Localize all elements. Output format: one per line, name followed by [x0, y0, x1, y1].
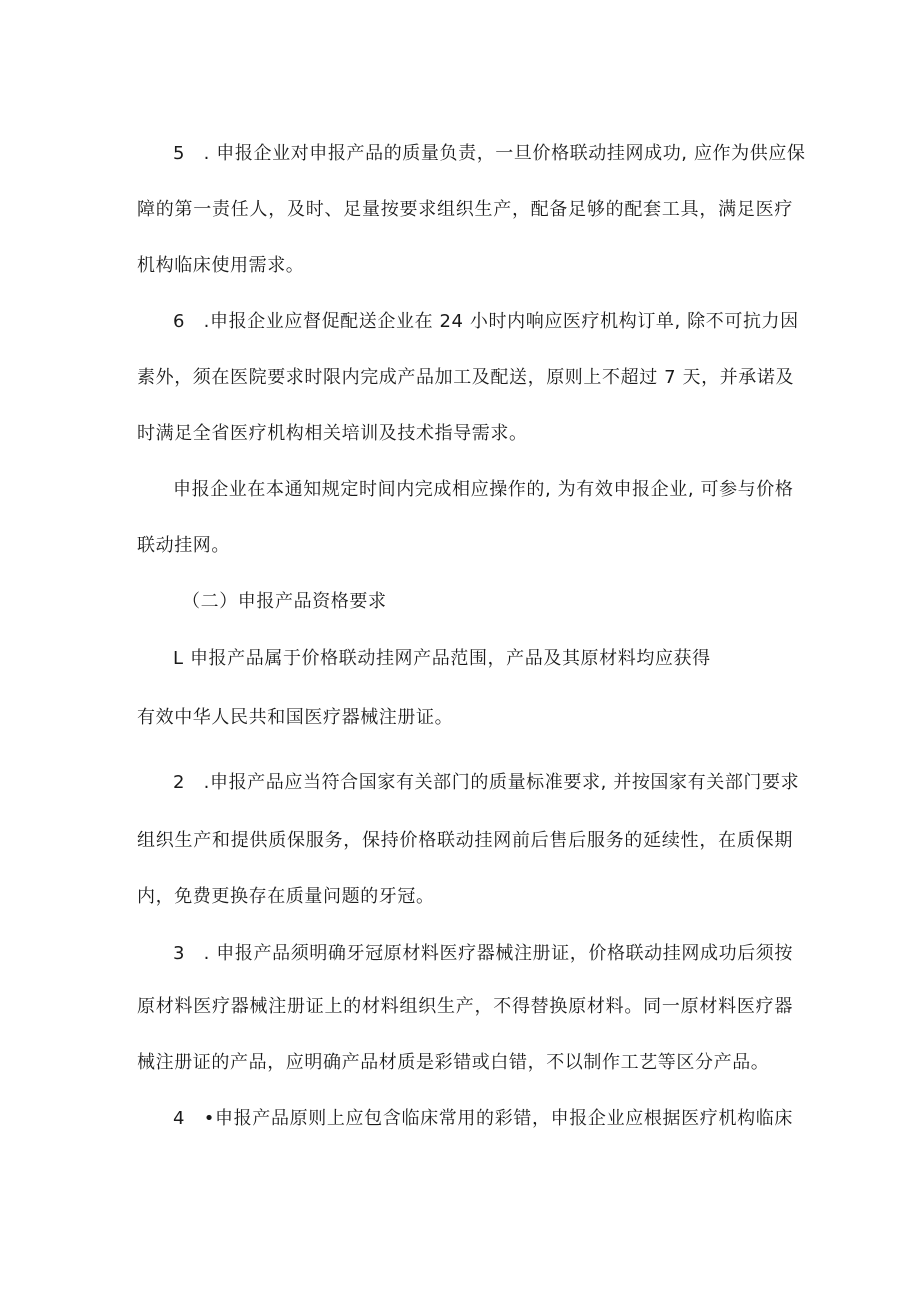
- req-3-line-2: 原材料医疗器械注册证上的材料组织生产，不得替换原材料。同一原材料医疗器: [137, 996, 793, 1017]
- req-3-line-1: 3 . 申报产品须明确牙冠原材料医疗器械注册证，价格联动挂网成功后须按: [173, 943, 793, 964]
- req-3-line-3: 械注册证的产品，应明确产品材质是彩错或白错，不以制作工艺等区分产品。: [137, 1052, 770, 1073]
- item-6-line-2: 素外，须在医院要求时限内完成产品加工及配送，原则上不超过 7 天，并承诺及: [137, 367, 795, 388]
- summary-line-1: 申报企业在本通知规定时间内完成相应操作的, 为有效申报企业, 可参与价格: [173, 479, 794, 500]
- req-2-line-1: 2 .申报产品应当符合国家有关部门的质量标准要求, 并按国家有关部门要求: [173, 772, 800, 793]
- req-2-line-3: 内，免费更换存在质量问题的牙冠。: [137, 886, 435, 907]
- item-6-line-3: 时满足全省医疗机构相关培训及技术指导需求。: [137, 423, 528, 444]
- req-1-line-1: L 申报产品属于价格联动挂网产品范围，产品及其原材料均应获得: [173, 648, 711, 669]
- req-1-line-2: 有效中华人民共和国医疗器械注册证。: [137, 707, 454, 728]
- section-heading: （二）申报产品资格要求: [182, 591, 387, 612]
- item-6-line-1: 6 .申报企业应督促配送企业在 24 小时内响应医疗机构订单, 除不可抗力因: [173, 311, 799, 332]
- summary-line-2: 联动挂网。: [137, 535, 230, 556]
- item-5-line-3: 机构临床使用需求。: [137, 255, 305, 276]
- req-2-line-2: 组织生产和提供质保服务，保持价格联动挂网前后售后服务的延续性，在质保期: [137, 830, 793, 851]
- item-5-line-1: 5 . 申报企业对申报产品的质量负责，一旦价格联动挂网成功, 应作为供应保: [173, 143, 806, 164]
- item-5-line-2: 障的第一责任人，及时、足量按要求组织生产，配备足够的配套工具，满足医疗: [137, 199, 793, 220]
- req-4-line-1: 4 •申报产品原则上应包含临床常用的彩错，申报企业应根据医疗机构临床: [173, 1108, 793, 1129]
